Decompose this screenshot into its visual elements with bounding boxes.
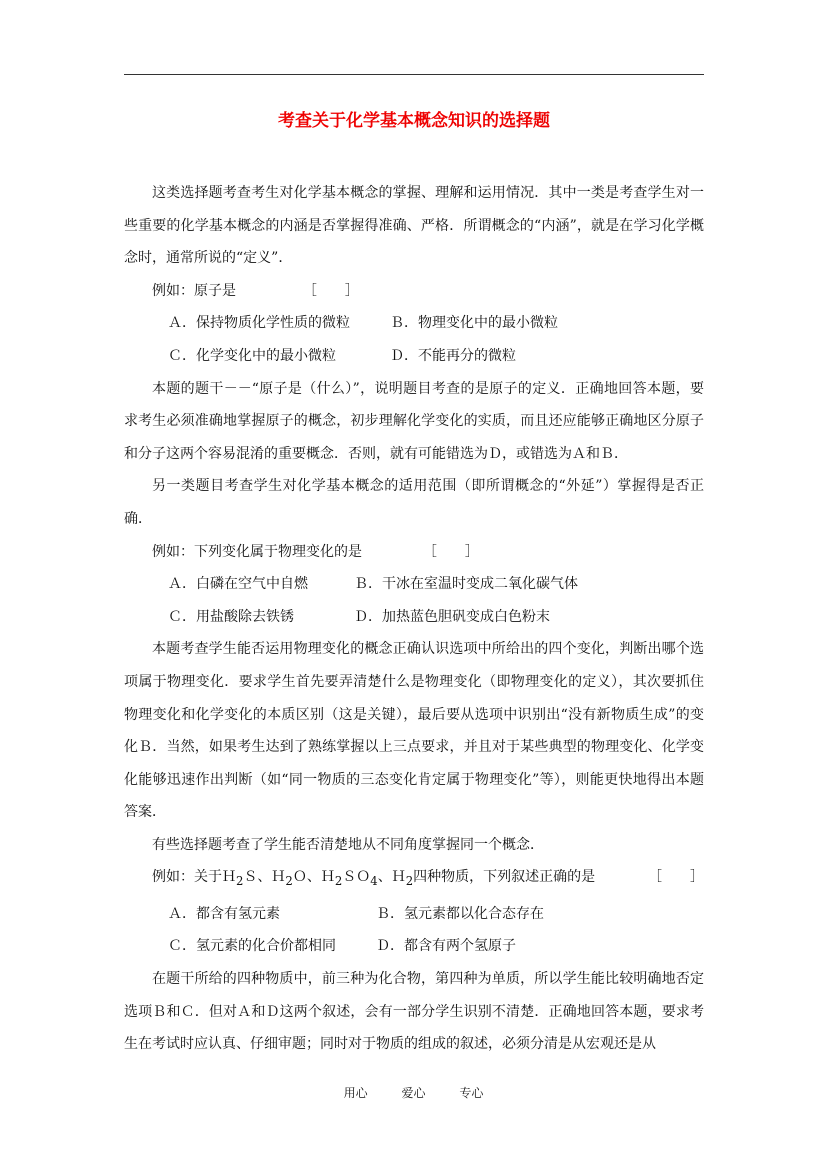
- paragraph-analysis-3: 在题干所给的四种物质中，前三种为化合物，第四种为单质，所以学生能比较明确地否定选项Ｂ和Ｃ．但对Ａ和Ｄ这两个叙述，会有一部分学生识别不清楚．正确地回答本题，要求考生在考试时应认真、仔细审题；同时对于物质的组成的叙述，必须分清是从宏观还是从: [124, 971, 704, 1053]
- option-c: Ｃ．氢元素的化合价都相同: [168, 938, 336, 955]
- option-b: Ｂ．氢元素都以化合态存在: [376, 905, 544, 922]
- option-b: Ｂ．干冰在室温时变成二氧化碳气体: [354, 576, 578, 593]
- question-2-options-row-1: [124, 568, 704, 601]
- page-footer: [0, 1084, 827, 1102]
- option-b: Ｂ．物理变化中的最小微粒: [390, 315, 558, 332]
- question-2-options-row-2: [124, 601, 704, 634]
- option-c: Ｃ．化学变化中的最小微粒: [168, 347, 336, 364]
- footer-word-2: 爱心: [401, 1086, 426, 1100]
- paragraph-extension: 另一类题目考查学生对化学基本概念的适用范围（即所谓概念的“外延”）掌握得是否正确．: [124, 478, 704, 527]
- subscript: 4: [370, 874, 378, 889]
- paragraph-analysis-1: 本题的题干－－“原子是（什么）”，说明题目考查的是原子的定义．正确地回答本题，要求考生必须准确地掌握原子的概念，初步理解化学变化的实质，而且还应能够正确地区分原子和分子这两个容易混淆的重要概念．否则，就有可能错选为Ｄ，或错选为Ａ和Ｂ．: [124, 380, 704, 462]
- formula-part: 、Ｈ: [377, 869, 406, 886]
- question-3-options-row-1: [124, 898, 704, 931]
- question-3-stem-suffix: 四种物质，下列叙述正确的是: [413, 869, 596, 886]
- answer-bracket: ［ ］: [422, 543, 479, 560]
- option-a: Ａ．保持物质化学性质的微粒: [168, 315, 350, 332]
- question-1-options-row-2: [124, 340, 704, 373]
- question-2-stem: [124, 536, 704, 569]
- option-a: Ａ．白磷在空气中自燃: [168, 576, 308, 593]
- subscript: 2: [405, 874, 414, 889]
- footer-word-3: 专心: [459, 1086, 484, 1100]
- subscript: 2: [236, 874, 244, 889]
- question-1-stem-text: 例如：原子是: [152, 282, 236, 299]
- question-1-stem: [124, 275, 704, 308]
- option-a: Ａ．都含有氢元素: [168, 905, 280, 922]
- subscript: 2: [334, 874, 343, 889]
- option-d: Ｄ．加热蓝色胆矾变成白色粉末: [354, 608, 550, 625]
- paragraph-analysis-2: 本题考查学生能否运用物理变化的概念正确认识选项中所给出的四个变化，判断出哪个选项属于物理变化．要求学生首先要弄清楚什么是物理变化（即物理变化的定义），其次要抓住物理变化和化学变化的本质区别（这是关键），最后要从选项中识别出“没有新物质生成”的变化Ｂ．当然，如果考生达到了熟练掌握以上三点要求，并且对于某些典型的物理变化、化学变化能够迅速作出判断（如“同一物质的三态变化肯定属于物理变化”等），则能更快地得出本题答案．: [124, 641, 704, 821]
- paragraph-multi-angle: 有些选择题考查了学生能否清楚地从不同角度掌握同一个概念．: [152, 836, 544, 853]
- question-3-stem-prefix: 例如：关于Ｈ: [152, 869, 236, 886]
- formula-part: Ｓ、Ｈ: [243, 869, 286, 886]
- document-body: [124, 177, 704, 1061]
- formula-part: ＳＯ: [342, 869, 371, 886]
- footer-word-1: 用心: [343, 1086, 368, 1100]
- formula-part: Ｏ、Ｈ: [292, 869, 335, 886]
- subscript: 2: [285, 874, 293, 889]
- question-3-options-row-2: [124, 930, 704, 963]
- paragraph-intro: 这类选择题考查考生对化学基本概念的掌握、理解和运用情况．其中一类是考查学生对一些重要的化学基本概念的内涵是否掌握得准确、严格．所谓概念的“内涵”，就是在学习化学概念时，通常所说的“定义”．: [124, 185, 704, 267]
- question-2-stem-text: 例如：下列变化属于物理变化的是: [152, 543, 362, 560]
- option-d: Ｄ．不能再分的微粒: [390, 347, 516, 364]
- answer-bracket: ［ ］: [302, 282, 359, 299]
- question-1-options-row-1: [124, 307, 704, 340]
- page-title: 考查关于化学基本概念知识的选择题: [278, 111, 550, 131]
- answer-bracket: ［ ］: [648, 869, 705, 886]
- option-c: Ｃ．用盐酸除去铁锈: [168, 608, 294, 625]
- header-rule: [124, 74, 704, 75]
- question-3-stem: [124, 861, 704, 897]
- option-d: Ｄ．都含有两个氢原子: [376, 938, 516, 955]
